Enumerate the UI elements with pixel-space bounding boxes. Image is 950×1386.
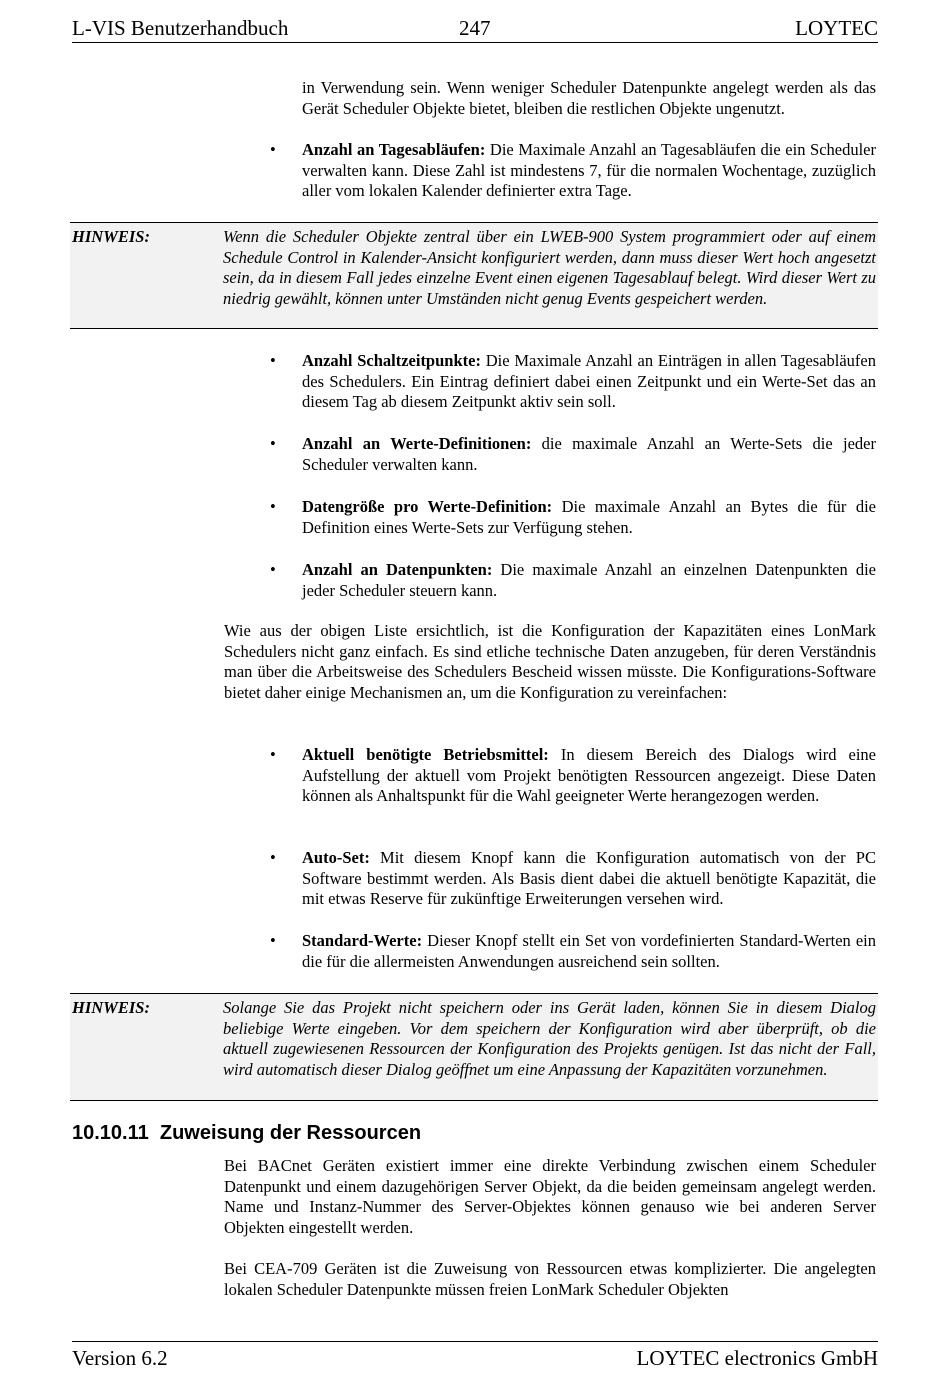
bullet-icon: • <box>270 560 276 579</box>
page-number: 247 <box>459 16 491 40</box>
note-label: HINWEIS: <box>72 227 150 246</box>
list-item <box>302 848 876 910</box>
list-item-term: Anzahl Schaltzeitpunkte: <box>302 351 481 370</box>
list-item-term: Datengröße pro Werte-Definition: <box>302 497 553 516</box>
list-item <box>302 497 876 538</box>
list-item-text: In diesem Bereich des Dialogs wird eine Aufstellung der aktuell vom Projekt benötigten Ressourcen angezeigt. Diese Daten können als Anhaltspunkt für die Wahl geeigneter Werte herangezogen werden. <box>302 745 877 806</box>
intro-paragraph: in Verwendung sein. Wenn weniger Scheduler Datenpunkte angelegt werden als das Gerät Scheduler Objekte bietet, bleiben die restlichen Objekte ungenutzt. <box>302 78 876 118</box>
section-number: 10.10.11 <box>72 1122 149 1144</box>
bullet-icon: • <box>270 931 276 950</box>
list-item <box>302 140 876 202</box>
list-item-term: Aktuell benötigte Betriebsmittel: <box>302 745 549 764</box>
bullet-icon: • <box>270 745 276 764</box>
bullet-icon: • <box>270 848 276 867</box>
note-box <box>70 222 878 329</box>
list-item-term: Anzahl an Werte-Definitionen: <box>302 434 532 453</box>
list-item <box>302 351 876 413</box>
footer-version: Version 6.2 <box>72 1346 168 1370</box>
bullet-icon: • <box>270 497 276 516</box>
page-header <box>72 14 878 43</box>
list-item-term: Standard-Werte: <box>302 931 423 950</box>
note-text: Wenn die Scheduler Objekte zentral über ein LWEB-900 System programmiert oder auf einem Schedule Control in Kalender-Ansicht konfiguriert werden, dann muss dieser Wert hoch angesetzt sein, da in diesem Fall jedes einzelne Event einen eigenen Tagesablauf belegt. Wird dieser Wert zu niedrig gewählt, können unter Umständen nicht genug Events gespeichert werden. <box>223 227 876 308</box>
list-item-text: Dieser Knopf stellt ein Set von vordefinierten Standard-Werten ein die für die allermeisten Anwendungen ausreichend sein sollten. <box>302 931 876 971</box>
bullet-icon: • <box>270 351 276 370</box>
list-item-term: Anzahl an Tagesabläufen: <box>302 140 486 159</box>
list-item-text: Die Maximale Anzahl an Tagesabläufen die ein Scheduler verwalten kann. Diese Zahl ist mindestens 7, für die normalen Wochentage, zuzüglich aller vom lokalen Kalender definierter extra Tage. <box>302 140 876 201</box>
section-heading <box>72 1122 421 1145</box>
list-item-text: die maximale Anzahl an Werte-Sets die jeder Scheduler verwalten kann. <box>302 434 876 474</box>
list-item-text: Mit diesem Knopf kann die Konfiguration automatisch von der PC Software bestimmt werden. Als Basis dient dabei die aktuell benötigte Kapazität, die mit etwas Reserve für zukünftige Erweiterungen versehen wird. <box>302 848 876 909</box>
list-item-text: Die maximale Anzahl an einzelnen Datenpunkten die jeder Scheduler steuern kann. <box>302 560 876 600</box>
list-item <box>302 434 876 475</box>
bullet-icon: • <box>270 434 276 453</box>
page-footer <box>72 1341 878 1376</box>
list-item-text: Die maximale Anzahl an Bytes die für die Definition eines Werte-Sets zur Verfügung stehen. <box>302 497 876 537</box>
list-item <box>302 745 876 807</box>
note-label: HINWEIS: <box>72 998 150 1017</box>
header-company: LOYTEC <box>795 16 878 40</box>
body-paragraph: Wie aus der obigen Liste ersichtlich, ist die Konfiguration der Kapazitäten eines LonMark Schedulers nicht ganz einfach. Es sind etliche technische Daten anzugeben, für deren Verständnis man über die Arbeitsweise des Schedulers Bescheid wissen müsste. Die Konfigurations-Software bietet daher einige Mechanismen an, um die Konfiguration zu vereinfachen: <box>224 621 876 702</box>
list-item <box>302 931 876 972</box>
header-title: L-VIS Benutzerhandbuch <box>72 16 289 40</box>
list-item-text: Die Maximale Anzahl an Einträgen in allen Tagesabläufen des Schedulers. Ein Eintrag definiert dabei einen Zeitpunkt und ein Werte-Set das an diesem Tag ab diesem Zeitpunkt aktiv sein soll. <box>302 351 877 412</box>
footer-company: LOYTEC electronics GmbH <box>636 1346 878 1370</box>
list-item-term: Anzahl an Datenpunkten: <box>302 560 493 579</box>
bullet-icon: • <box>270 140 276 159</box>
note-box <box>70 993 878 1101</box>
section-title: Zuweisung der Ressourcen <box>159 1122 422 1144</box>
body-paragraph: Bei BACnet Geräten existiert immer eine direkte Verbindung zwischen einem Scheduler Datenpunkt und einem dazugehörigen Server Objekt, da die beiden gemeinsam angelegt werden. Name und Instanz-Nummer des Server-Objektes können genauso wie bei anderen Server Objekten eingestellt werden. <box>224 1156 876 1237</box>
list-item <box>302 560 876 601</box>
list-item-term: Auto-Set: <box>302 848 370 867</box>
note-text: Solange Sie das Projekt nicht speichern oder ins Gerät laden, können Sie in diesem Dialog beliebige Werte eingeben. Vor dem speichern der Konfiguration wird aber überprüft, ob die aktuell zugewiesenen Ressourcen der Konfiguration des Projekts genügen. Ist das nicht der Fall, wird automatisch dieser Dialog geöffnet um eine Anpassung der Kapazitäten vorzunehmen. <box>223 998 876 1079</box>
body-paragraph: Bei CEA-709 Geräten ist die Zuweisung von Ressourcen etwas komplizierter. Die angelegten lokalen Scheduler Datenpunkte müssen freien LonMark Scheduler Objekten <box>224 1259 876 1299</box>
